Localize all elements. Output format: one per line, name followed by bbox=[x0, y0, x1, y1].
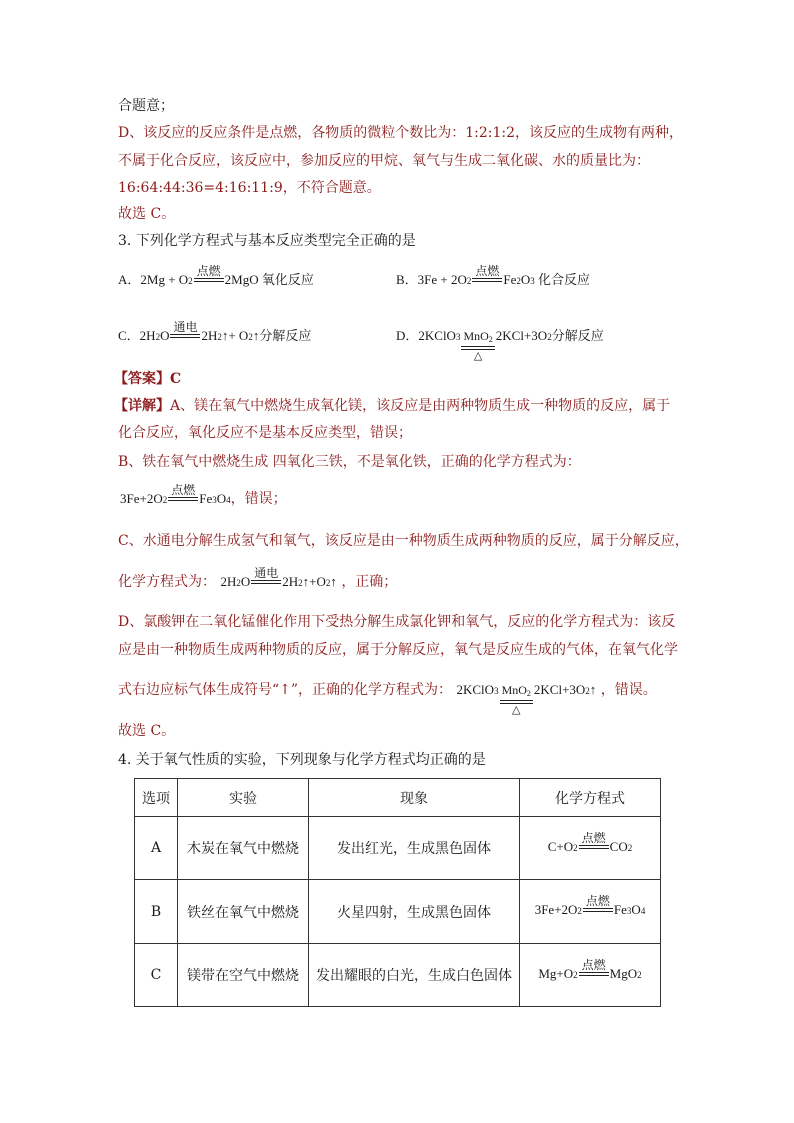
table-cell-equation: C+O 2 点燃 CO 2 bbox=[520, 817, 661, 880]
option-c: C． 2H 2 O 通电 2H 2 ↑+ O 2 ↑ 分解反应 bbox=[118, 326, 311, 347]
table-row bbox=[135, 880, 661, 944]
table-cell: 铁丝在氧气中燃烧 bbox=[178, 880, 309, 944]
text-line: 式右边应标气体生成符号“↑”，正确的化学方程式为： 2KClO 3 MnO$_2$ △ 2KCl+3O 2 ↑ ，错误。 bbox=[118, 682, 657, 716]
table-cell: 发出红光，生成黑色固体 bbox=[309, 817, 520, 880]
text-line: 故选 C。 bbox=[118, 206, 176, 222]
equation-lhs: 2KClO bbox=[418, 328, 456, 343]
condition-ignite: 点燃 bbox=[472, 265, 502, 282]
option-label: B． bbox=[396, 272, 418, 287]
text-line: 化学方程式为： 2H 2 O 通电 2H 2 ↑+O 2 ↑ ，正确； bbox=[118, 566, 398, 590]
condition-mno2-heat: MnO$_2$ △ bbox=[501, 683, 531, 716]
condition-electrify: 通电 bbox=[170, 321, 200, 338]
equation-rhs: 2MgO bbox=[224, 272, 259, 287]
table-cell: A bbox=[135, 817, 178, 880]
table-cell: B bbox=[135, 880, 178, 944]
table-header-row bbox=[135, 779, 661, 817]
table-cell: 火星四射，生成黑色固体 bbox=[309, 880, 520, 944]
condition-mno2-heat: MnO$_2$ △ bbox=[463, 329, 493, 362]
option-label: A． bbox=[118, 272, 141, 287]
reaction-type: 分解反应 bbox=[259, 329, 312, 344]
equation-lhs: 3Fe + 2O bbox=[417, 272, 467, 287]
reaction-type: 氧化反应 bbox=[261, 273, 314, 288]
table-row bbox=[135, 944, 661, 1007]
detail-line: 【详解】A、镁在氧气中燃烧生成氧化镁，该反应是由两种物质生成一种物质的反应，属于 bbox=[114, 398, 671, 414]
equation-lhs: 2H bbox=[139, 328, 156, 343]
question-4: 4. 关于氧气性质的实验，下列现象与化学方程式均正确的是 bbox=[118, 752, 486, 768]
text-line: C、水通电分解生成氢气和氧气，该反应是由一种物质生成两种物质的反应，属于分解反应， bbox=[118, 533, 689, 549]
question-3: 3. 下列化学方程式与基本反应类型完全正确的是 bbox=[118, 233, 416, 249]
text-line: B、铁在氧气中燃烧生成 四氧化三铁，不是氧化铁，正确的化学方程式为： bbox=[118, 454, 581, 470]
answer-line: 【答案】C bbox=[114, 371, 182, 387]
equation-rhs: 2H bbox=[201, 328, 218, 343]
text-line: 不属于化合反应，该反应中，参加反应的甲烷、氧气与生成二氧化碳、水的质量比为： bbox=[118, 153, 650, 169]
option-d: D． 2KClO 3 MnO$_2$ △ 2KCl+3O 2 分解反应 bbox=[396, 328, 604, 362]
equation-rhs: Fe bbox=[503, 272, 517, 287]
reaction-type: 化合反应 bbox=[538, 273, 591, 288]
equation-lhs: 2Mg + O bbox=[140, 272, 189, 287]
text-line: D、该反应的反应条件是点燃，各物质的微粒个数比为：1:2:1:2，该反应的生成物有两种， bbox=[118, 125, 684, 141]
option-a: A． 2Mg + O 2 点燃 2MgO 氧化反应 bbox=[118, 270, 314, 291]
option-b: B． 3Fe + 2O 2 点燃 Fe 2 O 3 化合反应 bbox=[396, 270, 590, 291]
table-cell-equation: Mg+O 2 点燃 MgO 2 bbox=[520, 944, 661, 1007]
table-cell: 木炭在氧气中燃烧 bbox=[178, 817, 309, 880]
table-header: 化学方程式 bbox=[520, 779, 661, 817]
table-header: 实验 bbox=[178, 779, 309, 817]
condition-electrify: 通电 bbox=[251, 567, 281, 584]
table-cell-equation: 3Fe+2O 2 点燃 Fe 3 O 4 bbox=[520, 880, 661, 944]
reaction-type: 分解反应 bbox=[551, 329, 604, 344]
table-cell: 发出耀眼的白光，生成白色固体 bbox=[309, 944, 520, 1007]
equation-rhs: 2KCl+3O bbox=[495, 328, 548, 343]
table-cell: 镁带在空气中燃烧 bbox=[178, 944, 309, 1007]
text-line: 故选 C。 bbox=[118, 723, 176, 739]
table-header: 现象 bbox=[309, 779, 520, 817]
equation-b-correct: 3Fe+2O 2 点燃 Fe 3 O 4 ，错误； bbox=[120, 483, 287, 507]
experiment-table bbox=[134, 778, 661, 1007]
condition-ignite: 点燃 bbox=[168, 484, 198, 501]
option-label: D． bbox=[396, 328, 419, 343]
text-line: 化合反应，氧化反应不是基本反应类型，错误； bbox=[118, 425, 412, 441]
option-label: C． bbox=[118, 328, 140, 343]
text-line: D、氯酸钾在二氧化锰催化作用下受热分解生成氯化钾和氧气，反应的化学方程式为：该反 bbox=[118, 614, 676, 630]
text-line: 合题意； bbox=[118, 98, 174, 114]
text-line: 16:64:44:36=4:16:11:9，不符合题意。 bbox=[118, 180, 381, 196]
table-cell: C bbox=[135, 944, 178, 1007]
table-row bbox=[135, 817, 661, 880]
text-line: 应是由一种物质生成两种物质的反应，属于分解反应，氧气是反应生成的气体，在氧气化学 bbox=[118, 642, 678, 658]
condition-ignite: 点燃 bbox=[194, 265, 224, 282]
table-header: 选项 bbox=[135, 779, 178, 817]
